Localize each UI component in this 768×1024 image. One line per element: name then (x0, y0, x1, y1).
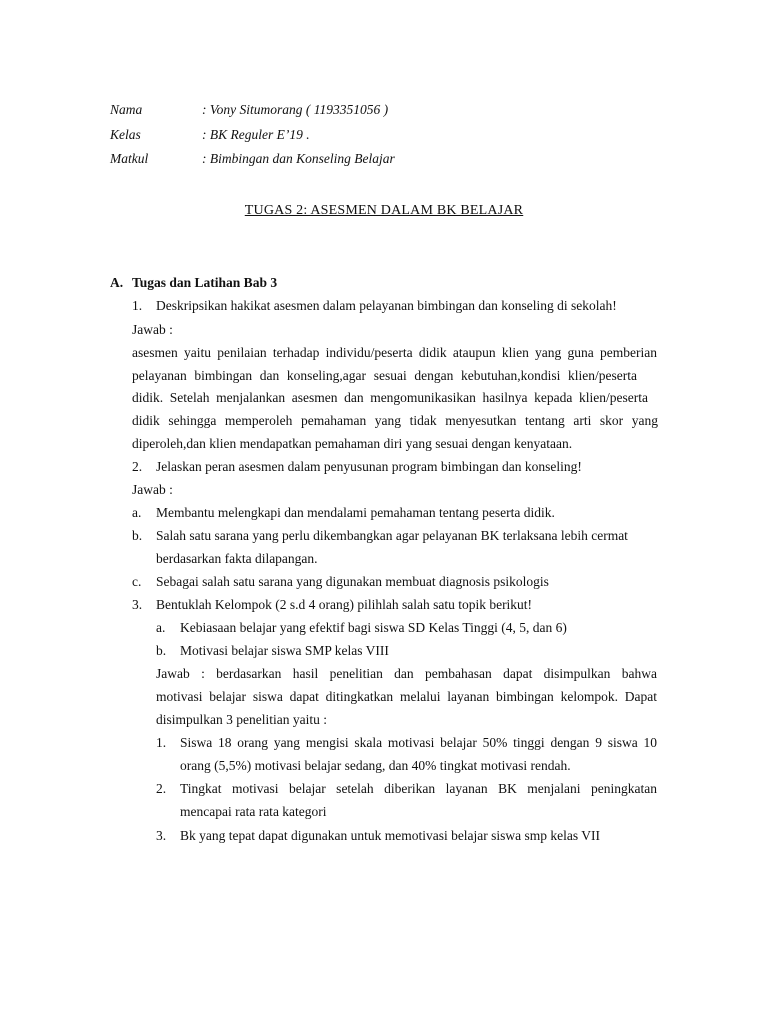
nama-value: : Vony Situmorang ( 1193351056 ) (202, 102, 389, 117)
q3-finding-text-cont: orang (5,5%) motivasi belajar sedang, dan 40% tingkat motivasi rendah. (180, 758, 571, 773)
q3-answer-line: disimpulkan 3 penelitian yaitu : (156, 712, 327, 727)
matkul-label: Matkul (110, 151, 149, 166)
section-heading: Tugas dan Latihan Bab 3 (132, 275, 278, 290)
q3-topic-text: Kebiasaan belajar yang efektif bagi siswa SD Kelas Tinggi (4, 5, dan 6) (180, 620, 567, 635)
document-title: TUGAS 2: ASESMEN DALAM BK BELAJAR (244, 203, 524, 218)
q3-finding-text: Siswa 18 orang yang mengisi skala motivasi belajar 50% tinggi dengan 9 siswa 10 (180, 735, 657, 750)
q3-finding-text: Bk yang tepat dapat digunakan untuk memotivasi belajar siswa smp kelas VII (180, 828, 601, 843)
q2-item-text: Salah satu sarana yang perlu dikembangkan agar pelayanan BK terlaksana lebih cermat (156, 528, 628, 543)
q2-item-marker: c. (132, 574, 142, 589)
q1-answer-line: didik. Setelah menjalankan asesmen dan mengomunikasikan hasilnya kepada klien/peserta (132, 390, 648, 405)
q3-topic-text: Motivasi belajar siswa SMP kelas VIII (180, 643, 389, 658)
q1-answer-line: diperoleh,dan klien mendapatkan pemahaman diri yang sesuai dengan kenyataan. (132, 436, 573, 451)
q1-number: 1. (132, 298, 143, 313)
q3-finding-number: 1. (156, 735, 167, 750)
q3-finding-number: 2. (156, 781, 167, 796)
q3-answer-line: Jawab : berdasarkan hasil penelitian dan pembahasan dapat disimpulkan bahwa (156, 666, 657, 681)
matkul-value: : Bimbingan dan Konseling Belajar (202, 151, 395, 166)
header-kelas-row (110, 127, 530, 143)
header-matkul-row (110, 151, 530, 167)
section-marker: A. (110, 275, 124, 290)
q3-number: 3. (132, 597, 143, 612)
q2-item-text: Membantu melengkapi dan mendalami pemahaman tentang peserta didik. (156, 505, 555, 520)
header-nama-row (110, 102, 530, 118)
q3-topic-marker: b. (156, 643, 167, 658)
nama-label: Nama (110, 102, 143, 117)
kelas-label: Kelas (110, 127, 141, 142)
q3-question: Bentuklah Kelompok (2 s.d 4 orang) pilihlah salah satu topik berikut! (156, 597, 533, 612)
q2-item-text: Sebagai salah satu sarana yang digunakan membuat diagnosis psikologis (156, 574, 549, 589)
q3-finding-text-cont: mencapai rata rata kategori (180, 804, 327, 819)
q2-question: Jelaskan peran asesmen dalam penyusunan program bimbingan dan konseling! (156, 459, 582, 474)
kelas-value: : BK Reguler E’19 . (202, 127, 310, 142)
q2-item-marker: a. (132, 505, 142, 520)
q3-finding-text: Tingkat motivasi belajar setelah diberikan layanan BK menjalani peningkatan (180, 781, 657, 796)
q1-answer-line: pelayanan bimbingan dan konseling,agar sesuai dengan kebutuhan,kondisi klien/peserta (132, 368, 637, 383)
q1-answer-line: asesmen yaitu penilaian terhadap individu/peserta didik ataupun klien yang guna pemberian (132, 345, 657, 360)
q2-jawab: Jawab : (132, 482, 173, 497)
q1-question: Deskripsikan hakikat asesmen dalam pelayanan bimbingan dan konseling di sekolah! (156, 298, 617, 313)
q1-jawab: Jawab : (132, 322, 173, 337)
q2-number: 2. (132, 459, 143, 474)
q1-answer-line: didik sehingga memperoleh pemahaman yang tidak menyesutkan tentang arti skor yang (132, 413, 658, 428)
q3-finding-number: 3. (156, 828, 167, 843)
q3-answer-line: motivasi belajar siswa dapat ditingkatkan melalui layanan bimbingan kelompok. Dapat (156, 689, 657, 704)
q2-item-marker: b. (132, 528, 143, 543)
q3-topic-marker: a. (156, 620, 166, 635)
q2-item-text-cont: berdasarkan fakta dilapangan. (156, 551, 318, 566)
